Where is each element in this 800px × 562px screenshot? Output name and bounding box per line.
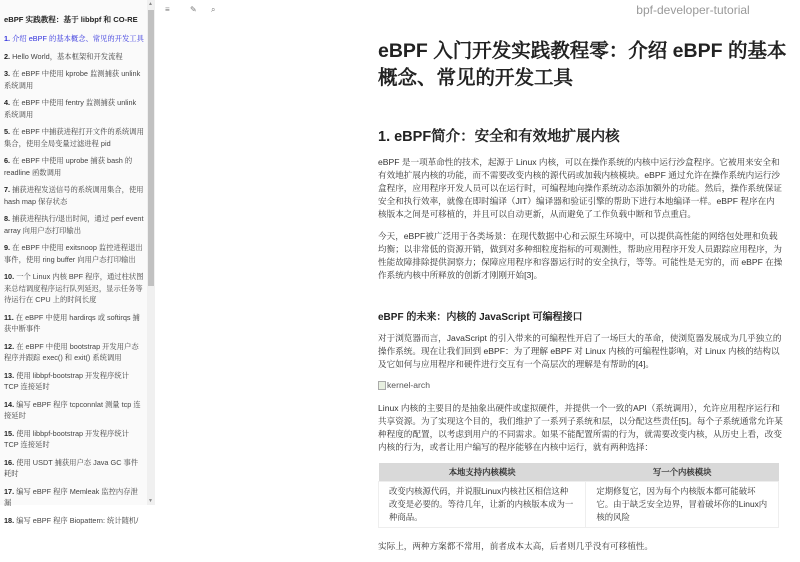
sidebar-item[interactable] <box>4 515 144 527</box>
table-cell: 改变内核源代码，并说服Linux内核社区相信这种改变是必要的。等待几年，让新的内核版本成为一种商品。 <box>379 482 586 528</box>
menu-icon[interactable]: ≡ <box>165 5 170 14</box>
sidebar-item[interactable] <box>4 341 144 364</box>
sidebar-item-label: 在 eBPF 中捕获进程打开文件的系统调用集合，使用全局变量过滤进程 pid <box>4 127 144 148</box>
sidebar-item-number: 6. <box>4 156 11 165</box>
table-row <box>379 482 779 528</box>
sidebar-item-label: 在 eBPF 中使用 uprobe 捕获 bash 的 readline 函数调用 <box>4 156 133 177</box>
kernel-arch-image <box>378 380 790 390</box>
sidebar-item-label: 在 eBPF 中使用 hardirqs 或 softirqs 捕获中断事件 <box>4 312 140 333</box>
top-bar <box>156 0 800 24</box>
sidebar-item[interactable] <box>4 312 144 335</box>
sidebar-item-label: 在 eBPF 中使用 exitsnoop 监控进程退出事件，使用 ring buffer 向用户态打印输出 <box>4 243 143 264</box>
sidebar-item[interactable] <box>4 213 144 236</box>
sidebar-item-label: 在 eBPF 中使用 bootstrap 开发用户态程序并跟踪 exec() 和 exit() 系统调用 <box>4 341 139 362</box>
sidebar-item[interactable] <box>4 399 144 422</box>
sidebar-item-label: 编写 eBPF 程序 Memleak 监控内存泄漏 <box>4 486 138 507</box>
sidebar-item[interactable] <box>4 457 144 480</box>
sidebar-item-number: 3. <box>4 69 11 78</box>
sidebar-item-label: 编写 eBPF 程序 Biopattern: 统计随机/ <box>16 515 139 525</box>
sidebar-item[interactable] <box>4 51 144 63</box>
comparison-table <box>378 463 779 528</box>
sidebar-item-label: 在 eBPF 中使用 kprobe 监测捕获 unlink 系统调用 <box>4 69 141 90</box>
sidebar-item-number: 11. <box>4 312 14 322</box>
table-header: 本地支持内核模块 <box>379 463 586 482</box>
sidebar-item-label: 捕获进程发送信号的系统调用集合，使用 hash map 保存状态 <box>4 185 144 206</box>
image-alt-text: kernel-arch <box>387 380 430 390</box>
scroll-down-arrow-icon[interactable]: ▼ <box>148 498 153 504</box>
sidebar-item-number: 17. <box>4 486 15 496</box>
sidebar-item-number: 14. <box>4 399 15 409</box>
sidebar-item-label: 编写 eBPF 程序 tcpconnlat 测量 tcp 连接延时 <box>4 399 141 420</box>
sidebar-item[interactable] <box>4 271 144 306</box>
sidebar-item-label: 介绍 eBPF 的基本概念、常见的开发工具 <box>12 34 144 43</box>
sidebar-item[interactable] <box>4 486 144 509</box>
sidebar-item[interactable] <box>4 33 144 45</box>
sidebar-item[interactable] <box>4 428 144 451</box>
search-icon[interactable]: ⌕ <box>211 5 216 14</box>
page-title: eBPF 入门开发实践教程零：介绍 eBPF 的基本概念、常见的开发工具 <box>378 40 787 89</box>
paragraph: 实际上，两种方案都不常用，前者成本太高，后者则几乎没有可移植性。 <box>378 541 654 551</box>
paragraph: 今天，eBPF被广泛用于各类场景：在现代数据中心和云原生环境中，可以提供高性能的网络包处理和负载均衡；以非常低的资源开销，做到对多种细粒度指标的可观测性，帮助应用程序开发人员跟踪应用程序，为性能故障排除提供洞察力；保障应用程序和容器运行时的安全执行，等等。可能性是无穷的，而 eBPF 在操作系统内核中所释放的创新才刚刚开始[3]。 <box>378 231 783 280</box>
paragraph: Linux 内核的主要目的是抽象出硬件或虚拟硬件，并提供一个一致的API（系统调用），允许应用程序运行和共享资源。为了实现这个目的，我们维护了一系列子系统和层，以分配这些责任[5]。每个子系统通常允许某种程度的配置，以考虑到用户的不同需求。如果不能配置所需的行为，就需要改变内核，从历史上看，改变内核的行为，或者让用户编写的程序能够在内核中运行，就有两种选择： <box>378 403 783 452</box>
sidebar-item-number: 16. <box>4 457 15 467</box>
sidebar-item-number: 2. <box>4 51 11 61</box>
sidebar <box>0 0 155 525</box>
sidebar-item-number: 1. <box>4 34 11 43</box>
sidebar-item[interactable] <box>4 370 144 393</box>
scrollbar-thumb[interactable] <box>148 10 154 286</box>
table-cell: 定期修复它，因为每个内核版本都可能破坏它。由于缺乏安全边界，冒着破坏你的Linux内核的风险 <box>586 482 779 528</box>
sidebar-item-number: 9. <box>4 243 11 252</box>
section-heading: 1. eBPF简介：安全和有效地扩展内核 <box>378 129 620 145</box>
sidebar-toc <box>0 0 148 532</box>
sidebar-item[interactable] <box>4 126 144 149</box>
sidebar-item-label: 使用 libbpf-bootstrap 开发程序统计 TCP 连接延时 <box>4 428 129 449</box>
sidebar-item[interactable] <box>4 97 144 120</box>
sidebar-item[interactable] <box>4 155 144 178</box>
sidebar-item-number: 5. <box>4 127 11 136</box>
sidebar-item-label: Hello World，基本框架和开发流程 <box>12 51 123 61</box>
sidebar-item-number: 13. <box>4 370 15 380</box>
main-content <box>378 38 790 562</box>
paragraph: eBPF 是一项革命性的技术，起源于 Linux 内核，可以在操作系统的内核中运行沙盒程序。它被用来安全和有效地扩展内核的功能，而不需要改变内核的源代码或加载内核模块。eBPF 通过允许在操作系统内运行沙盒程序，应用程序开发人员可以在运行时，可编程地向操作系统动态添加额外的功能。然后，操作系统保证安全和执行效率，就像在即时编译（JIT）编译器和验证引擎的帮助下进行本地编译一样。eBPF 程序在内核版本之间是可移植的，并且可以自动更新，从而避免了工作负载中断和节点重启。 <box>378 157 782 219</box>
paragraph: 对于浏览器而言，JavaScript 的引入带来的可编程性开启了一场巨大的革命，使浏览器发展成为几乎独立的操作系统。现在让我们回到 eBPF：为了理解 eBPF 对 Linux 内核的可编程性影响，对 Linux 内核的结构以及它如何与应用程序和硬件进行交互有一个高层次的理解是有帮助的[4]。 <box>378 333 782 369</box>
sidebar-item-label: 使用 USDT 捕获用户态 Java GC 事件耗时 <box>4 457 139 478</box>
sidebar-item-number: 10. <box>4 272 15 281</box>
sidebar-item-label: 捕获进程执行/退出时间，通过 perf event array 向用户态打印输出 <box>4 214 144 235</box>
sidebar-item-number: 12. <box>4 341 15 351</box>
subsection-heading: eBPF 的未来：内核的 JavaScript 可编程接口 <box>378 312 583 323</box>
broken-image-icon <box>378 381 386 390</box>
sidebar-item[interactable] <box>4 68 144 91</box>
edit-icon[interactable]: ✎ <box>190 5 197 14</box>
sidebar-item-label: 使用 libbpf-bootstrap 开发程序统计 TCP 连接延时 <box>4 370 129 391</box>
sidebar-item-number: 8. <box>4 214 11 223</box>
sidebar-item[interactable] <box>4 184 144 207</box>
sidebar-item-number: 18. <box>4 515 15 525</box>
sidebar-item-label: 在 eBPF 中使用 fentry 监测捕获 unlink 系统调用 <box>4 98 137 119</box>
sidebar-title[interactable]: eBPF 实践教程：基于 libbpf 和 CO-RE <box>4 15 138 24</box>
sidebar-scrollbar[interactable] <box>147 0 155 505</box>
sidebar-item-number: 15. <box>4 428 15 438</box>
scroll-up-arrow-icon[interactable]: ▲ <box>148 1 153 7</box>
sidebar-item-label: 一个 Linux 内核 BPF 程序，通过柱状图来总结调度程序运行队列延迟，显示任务等待运行在 CPU 上的时间长度 <box>4 272 144 304</box>
table-header: 写一个内核模块 <box>586 463 779 482</box>
sidebar-item-number: 4. <box>4 98 11 107</box>
sidebar-item[interactable] <box>4 242 144 265</box>
sidebar-item-number: 7. <box>4 185 11 194</box>
site-title: bpf-developer-tutorial <box>636 3 750 17</box>
